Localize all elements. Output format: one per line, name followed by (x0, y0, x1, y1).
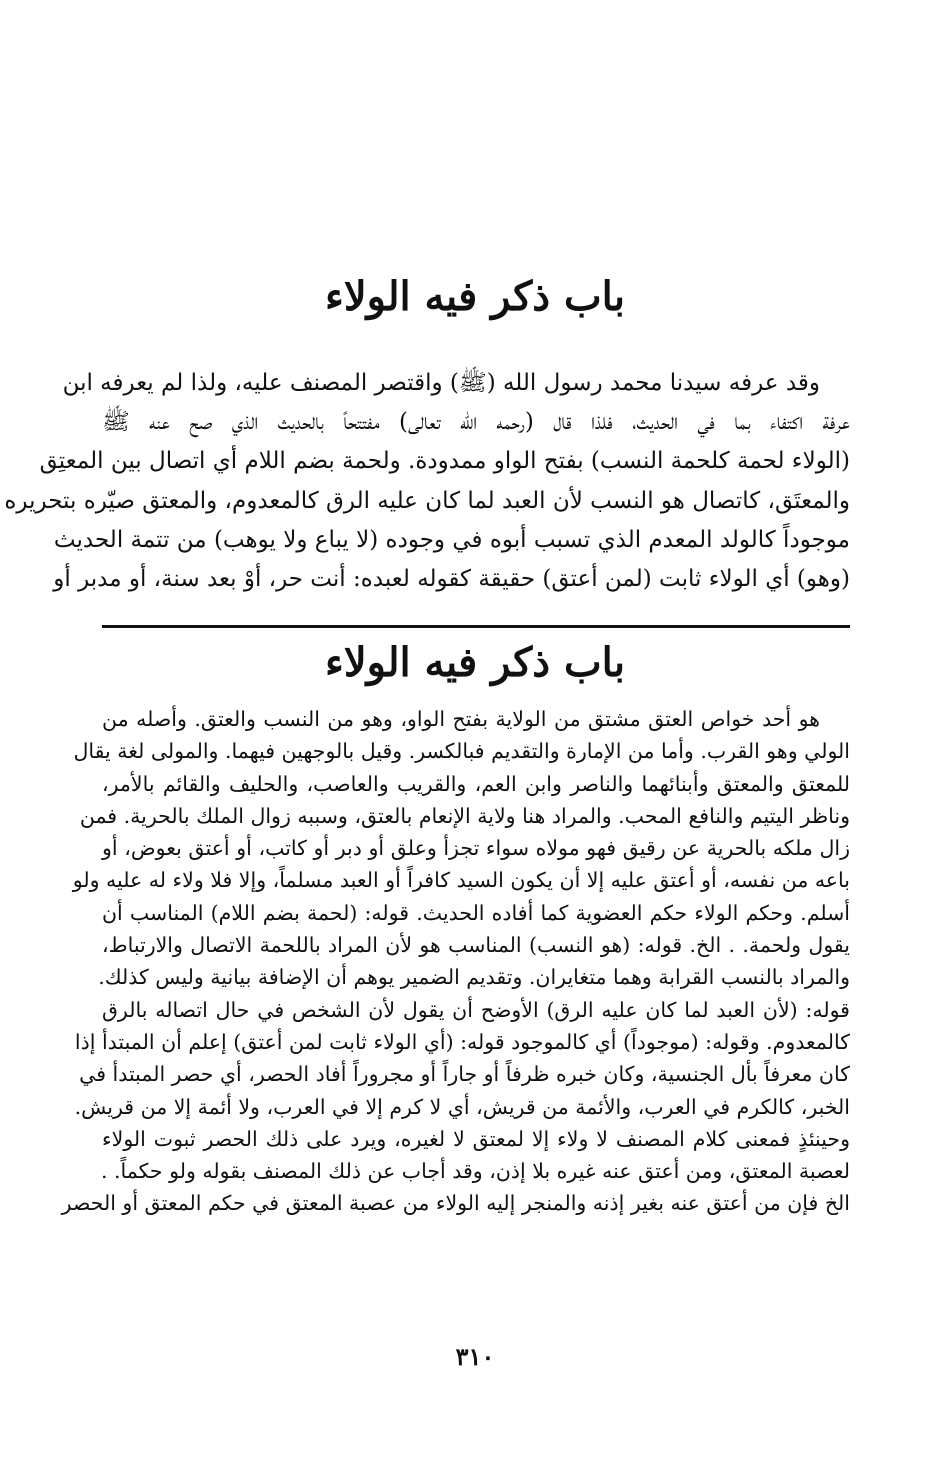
commentary-chapter-title: باب ذكر فيه الولاء (325, 639, 625, 686)
matn-line: والمعتَق، كاتصال هو النسب لأن العبد لما كان عليه الرق كالمعدوم، والمعتق صيّره بتحريره (4, 487, 850, 514)
commentary-line: زال ملكه بالحرية عن رقيق فهو مولاه سواء تجزأ وعلق أو دبر أو كاتب، أو أعتق بعوض، أو (102, 836, 850, 861)
matn-line: وقد عرفه سيدنا محمد رسول الله (ﷺ) واقتصر المصنف عليه، ولذا لم يعرفه ابن (62, 370, 820, 396)
top-chapter-title: باب ذكر فيه الولاء (325, 273, 625, 320)
commentary-line: الخبر، كالكرم في العرب، والأئمة من قريش، أي لا كرم إلا في العرب، ولا أئمة إلا من قريش. (74, 1094, 850, 1119)
commentary-line: والمراد بالنسب القرابة وهما متغايران. وتقديم الضمير يوهم أن الإضافة بيانية وليس كذلك. (98, 965, 850, 990)
section-divider (102, 625, 850, 628)
commentary-line: للمعتق والمعتق وأبنائهما والناصر وابن العم، والقريب والعاصب، والحليف والقائم بالأمر، (102, 771, 850, 796)
commentary-text-block (61, 703, 850, 1220)
commentary-line: هو أحد خواص العتق مشتق من الولاية بفتح الواو، وهو من النسب والعتق. وأصله من (102, 707, 820, 731)
commentary-line: الخ فإن من أعتق عنه بغير إذنه والمنجر إليه الولاء من عصبة المعتق في حكم المعتق أو الحصر (61, 1191, 850, 1216)
commentary-line: وناظر اليتيم والنافع المحب. والمراد هنا ولاية الإنعام بالعتق، وسببه زوال الملك بالحرية. فمن (79, 803, 850, 828)
matn-line: (الولاء لحمة كلحمة النسب) بفتح الواو ممدودة. ولحمة بضم اللام أي اتصال بين المعتِق (39, 448, 850, 475)
commentary-line: يقول ولحمة. . الخ. قوله: (هو النسب) المناسب هو لأن المراد باللحمة الاتصال والارتباط، (102, 933, 850, 958)
matn-line: موجوداً كالولد المعدم الذي تسبب أبوه في وجوده (لا يباع ولا يوهب) من تتمة الحديث (53, 526, 850, 553)
commentary-line: وحينئذٍ فمعنى كلام المصنف لا ولاء إلا لمعتق لا لغيره، ويرد على ذلك الحصر ثبوت الولاء (102, 1126, 850, 1151)
matn-text-block (4, 364, 850, 599)
matn-line: عرفة اكتفاء بما في الحديث، فلذا قال (رحمه الله تعالى) مفتتحاً بالحديث الذي صح عنه ﷺ (102, 409, 850, 436)
commentary-line: كان معرفاً بأل الجنسية، وكان خبره ظرفاً أو جاراً أو مجروراً أفاد الحصر، أي حصر المبتدأ في (79, 1062, 850, 1087)
matn-line: (وهو) أي الولاء ثابت (لمن أعتق) حقيقة كقوله لعبده: أنت حر، أوْ بعد سنة، أو مدبر أو (53, 565, 850, 592)
commentary-line: باعه من نفسه، أو أعتق عليه إلا أن يكون السيد كافراً أو العبد مسلماً، وإلا فلا ولاء له عليه ولو (72, 868, 850, 893)
commentary-line: كالمعدوم. وقوله: (موجوداً) أي كالموجود قوله: (أي الولاء ثابت لمن أعتق) إعلم أن المبتدأ إذا (74, 1029, 850, 1054)
commentary-line: قوله: (لأن العبد لما كان عليه الرق) الأوضح أن يقول لأن الشخص في حال اتصاله بالرق (102, 997, 850, 1022)
commentary-line: الولي وهو القرب. وأما من الإمارة والتقديم فبالكسر. وقيل بالوجهين فيهما. والمولى لغة يقال (73, 739, 850, 764)
commentary-line: لعصبة المعتق، ومن أعتق عنه غيره بلا إذن، وقد أجاب عن ذلك المصنف بقوله ولو حكماً. . (100, 1159, 850, 1184)
page-number: ٣١٠ (455, 1342, 495, 1371)
commentary-line: أسلم. وحكم الولاء حكم العضوية كما أفاده الحديث. قوله: (لحمة بضم اللام) المناسب أن (102, 900, 850, 925)
